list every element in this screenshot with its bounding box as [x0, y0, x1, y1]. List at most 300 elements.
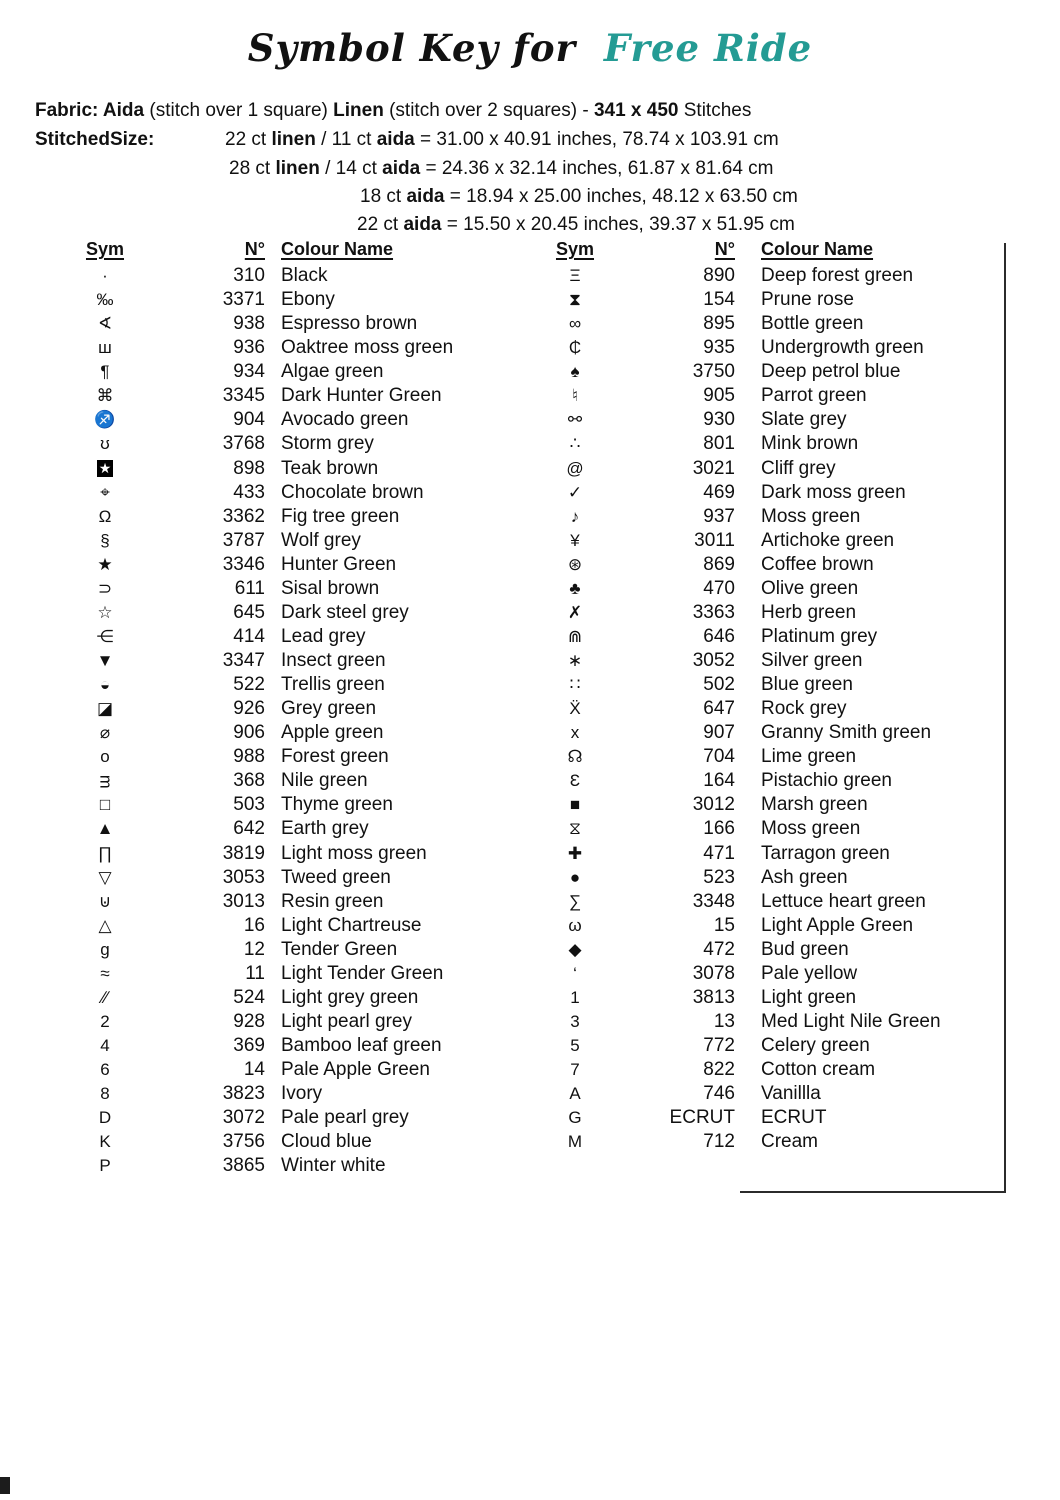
- text-segment: 341 x 450: [593, 100, 679, 121]
- bottom-border-line: [740, 1191, 1006, 1193]
- colour-name-cell: Lettuce heart green: [761, 890, 926, 912]
- colour-name-cell: Chocolate brown: [281, 481, 424, 503]
- colour-name-cell: Insect green: [281, 650, 386, 671]
- table-row: [530, 962, 990, 986]
- text-segment: (stitch over 1 square): [144, 100, 334, 121]
- symbol-cell: ∑: [568, 891, 582, 911]
- colour-name-cell: Granny Smith green: [761, 722, 932, 744]
- colour-name-cell: Artichoke green: [761, 529, 895, 551]
- symbol-cell: 4: [100, 1036, 110, 1055]
- number-cell: 930: [703, 409, 735, 431]
- symbol-cell: ☊: [567, 747, 583, 767]
- colour-name-cell: Light green: [761, 986, 857, 1008]
- size-line-3: [360, 186, 798, 208]
- inverse-symbol: ★: [98, 459, 112, 476]
- colour-name-cell: Light moss green: [281, 842, 427, 864]
- right-border-line: [1004, 243, 1006, 1193]
- symbol-cell: D: [98, 1108, 112, 1128]
- colour-name-cell: Cotton cream: [761, 1059, 876, 1081]
- fabric-line: [35, 100, 751, 122]
- symbol-cell: ✓: [567, 482, 583, 502]
- symbol-cell: ∷: [569, 675, 581, 695]
- symbol-cell: Ɛ: [569, 771, 581, 791]
- text-segment: aida: [376, 129, 415, 150]
- table-row: [60, 360, 510, 384]
- symbol-cell: ◒: [99, 675, 111, 695]
- table-row: [530, 408, 990, 432]
- title-pattern-name: Free Ride: [603, 26, 813, 70]
- number-cell: 3346: [222, 553, 265, 575]
- symbol-cell: ‰: [96, 290, 114, 310]
- symbol-cell: 5: [570, 1036, 580, 1055]
- symbol-cell: ∴: [569, 434, 581, 454]
- colour-name-cell: Silver green: [761, 650, 863, 671]
- header-number: N°: [714, 239, 735, 259]
- number-cell: 938: [233, 313, 265, 335]
- symbol-cell: △: [98, 915, 112, 935]
- colour-name-cell: Coffee brown: [761, 553, 874, 575]
- colour-name-cell: Bud green: [761, 938, 849, 960]
- table-row: [530, 529, 990, 553]
- table-row: [530, 817, 990, 841]
- colour-name-cell: Trellis green: [281, 674, 385, 696]
- symbol-cell: 6: [100, 1060, 110, 1080]
- table-row: [530, 842, 990, 866]
- number-cell: 895: [703, 313, 735, 335]
- colour-name-cell: Lead grey: [281, 625, 366, 647]
- text-segment: / 11 ct: [315, 129, 377, 150]
- colour-name-cell: Pale pearl grey: [281, 1107, 409, 1129]
- text-segment: = 24.36 x 32.14 inches, 61.87 x 81.64 cm: [420, 158, 774, 179]
- text-segment: linen: [275, 158, 320, 179]
- colour-name-cell: Mink brown: [761, 433, 859, 455]
- colour-name-cell: Winter white: [281, 1155, 386, 1177]
- colour-name-cell: Ivory: [281, 1083, 323, 1105]
- colour-name-cell: Algae green: [281, 361, 384, 383]
- number-cell: 3011: [694, 529, 735, 551]
- symbol-cell: Ẍ: [569, 699, 581, 719]
- colour-name-cell: Light Tender Green: [281, 962, 444, 984]
- number-cell: 3052: [692, 650, 735, 671]
- number-cell: 988: [233, 746, 265, 768]
- symbol-cell: x: [570, 723, 580, 743]
- text-segment: = 18.94 x 25.00 inches, 48.12 x 63.50 cm: [444, 186, 798, 207]
- symbol-cell: ₵: [568, 338, 582, 358]
- colour-name-cell: Platinum grey: [761, 625, 878, 647]
- number-cell: 3865: [222, 1155, 265, 1177]
- colour-name-cell: Prune rose: [761, 289, 854, 311]
- symbol-cell: ♣: [569, 578, 581, 598]
- symbol-cell: 3: [570, 1011, 580, 1031]
- symbol-cell: ●: [569, 867, 581, 887]
- table-row: [530, 697, 990, 721]
- table-row: [60, 697, 510, 721]
- text-segment: 22 ct: [357, 214, 404, 235]
- colour-name-cell: Cream: [761, 1131, 819, 1153]
- text-segment: Fabric:: [35, 100, 103, 121]
- symbol-cell: P: [99, 1156, 111, 1176]
- table-row: [530, 1082, 990, 1106]
- number-cell: 822: [703, 1059, 735, 1081]
- number-cell: 472: [703, 938, 735, 960]
- number-cell: 503: [233, 794, 265, 816]
- symbol-cell: A: [569, 1084, 581, 1104]
- table-row: [530, 986, 990, 1010]
- symbol-cell: ∏: [98, 843, 112, 863]
- symbol-cell: Ω: [98, 506, 112, 526]
- number-cell: 469: [703, 481, 735, 503]
- number-cell: 704: [703, 746, 735, 768]
- colour-name-cell: Avocado green: [281, 409, 409, 431]
- number-cell: 502: [703, 674, 735, 696]
- number-cell: 928: [233, 1010, 265, 1032]
- page-corner-mark: [0, 1477, 10, 1494]
- number-cell: 310: [233, 265, 265, 286]
- size-line-4: [357, 214, 795, 236]
- symbol-cell: 7: [570, 1060, 580, 1080]
- colour-name-cell: Fig tree green: [281, 505, 400, 527]
- number-cell: 12: [243, 938, 265, 960]
- colour-name-cell: Slate grey: [761, 409, 847, 431]
- symbol-cell: 8: [100, 1084, 110, 1104]
- number-cell: 746: [703, 1083, 735, 1105]
- colour-name-cell: Cliff grey: [761, 457, 836, 479]
- table-row: [530, 577, 990, 601]
- symbol-cell: ⧖: [569, 819, 581, 839]
- number-cell: 869: [703, 553, 735, 575]
- title-prefix: Symbol Key for: [247, 26, 577, 70]
- colour-name-cell: Marsh green: [761, 794, 868, 816]
- number-cell: 3013: [222, 890, 265, 912]
- table-row: [60, 721, 510, 745]
- number-cell: 15: [713, 914, 735, 936]
- colour-name-cell: Pistachio green: [761, 770, 892, 792]
- colour-name-cell: Tender Green: [281, 938, 398, 960]
- number-cell: 3750: [692, 361, 735, 383]
- table-row: [530, 336, 990, 360]
- colour-name-cell: Pale yellow: [761, 962, 858, 984]
- table-row: [60, 986, 510, 1010]
- colour-name-cell: Light pearl grey: [281, 1010, 412, 1032]
- symbol-cell: ⌘: [96, 386, 114, 406]
- number-cell: 937: [703, 505, 735, 527]
- symbol-cell: ·: [102, 266, 108, 285]
- number-cell: 368: [233, 770, 265, 792]
- key-table-right: [530, 238, 990, 1154]
- text-segment: Stitches: [678, 100, 752, 121]
- colour-name-cell: Light grey green: [281, 986, 419, 1008]
- number-cell: 936: [233, 337, 265, 359]
- symbol-cell: ∗: [567, 651, 583, 670]
- symbol-cell: ≈: [100, 963, 110, 983]
- number-cell: ECRUT: [669, 1107, 735, 1129]
- colour-name-cell: Dark moss green: [761, 481, 906, 503]
- number-cell: 3078: [692, 962, 735, 984]
- symbol-cell: ¥: [570, 530, 580, 550]
- number-cell: 522: [233, 674, 265, 696]
- symbol-cell: ☆: [97, 602, 113, 622]
- symbol-cell: ▼: [96, 651, 114, 670]
- table-row: [530, 1034, 990, 1058]
- colour-name-cell: Light Apple Green: [761, 914, 914, 936]
- symbol-cell: ω: [568, 915, 582, 935]
- table-row: [530, 673, 990, 697]
- table-row: [530, 769, 990, 793]
- text-segment: Aida: [102, 100, 145, 121]
- symbol-cell: ■: [569, 795, 581, 815]
- symbol-cell: ⧗: [569, 290, 581, 310]
- table-row: [60, 408, 510, 432]
- table-row: [60, 817, 510, 841]
- symbol-cell: ʊ: [100, 434, 110, 454]
- symbol-cell: ⚯: [567, 410, 583, 430]
- number-cell: 801: [703, 433, 735, 455]
- table-row: [60, 673, 510, 697]
- size-line-1: [225, 129, 779, 151]
- table-row: [60, 962, 510, 986]
- table-row: [60, 649, 510, 673]
- table-row: [60, 793, 510, 817]
- colour-name-cell: Espresso brown: [281, 313, 418, 335]
- symbol-cell: 1: [570, 987, 580, 1007]
- colour-name-cell: Light Chartreuse: [281, 914, 422, 936]
- number-cell: 934: [233, 361, 265, 383]
- text-segment: / 14 ct: [319, 158, 383, 179]
- number-cell: 904: [233, 409, 265, 431]
- text-segment: 28 ct: [229, 158, 276, 179]
- table-row: [530, 793, 990, 817]
- symbol-cell: ▽: [98, 867, 112, 887]
- table-row: [60, 553, 510, 577]
- text-segment: (stitch over 2 squares) -: [383, 100, 594, 121]
- colour-name-cell: Tweed green: [281, 866, 391, 888]
- number-cell: 3813: [692, 986, 735, 1008]
- text-segment: 22 ct: [225, 129, 272, 150]
- table-row: [530, 890, 990, 914]
- table-row: [530, 360, 990, 384]
- colour-name-cell: Sisal brown: [281, 577, 380, 599]
- table-header: [60, 238, 510, 264]
- number-cell: 926: [233, 698, 265, 720]
- symbol-cell: ♠: [570, 362, 580, 382]
- number-cell: 890: [703, 265, 735, 286]
- stitched-size-label: StitchedSize:: [35, 129, 155, 150]
- symbol-cell: M: [567, 1132, 583, 1152]
- colour-name-cell: Moss green: [761, 818, 861, 840]
- colour-name-cell: Ash green: [761, 866, 848, 888]
- symbol-cell: ш: [98, 338, 112, 358]
- number-cell: 524: [233, 986, 265, 1008]
- number-cell: 3053: [222, 866, 265, 888]
- table-row: [60, 288, 510, 312]
- text-segment: aida: [406, 186, 445, 207]
- symbol-cell: ★: [97, 554, 113, 574]
- number-cell: 772: [703, 1035, 735, 1056]
- colour-name-cell: Grey green: [281, 698, 377, 720]
- colour-name-cell: Vanillla: [761, 1083, 821, 1105]
- number-cell: 523: [703, 866, 735, 888]
- header-sym: Sym: [85, 239, 125, 259]
- table-row: [530, 264, 990, 288]
- table-row: [530, 505, 990, 529]
- number-cell: 3787: [222, 529, 265, 551]
- table-row: [60, 432, 510, 456]
- number-cell: 3823: [222, 1083, 265, 1105]
- table-row: [60, 336, 510, 360]
- header-sym: Sym: [555, 239, 595, 259]
- table-row: [60, 1082, 510, 1106]
- colour-name-cell: Black: [281, 265, 328, 286]
- table-row: [530, 1106, 990, 1130]
- colour-name-cell: Resin green: [281, 890, 384, 912]
- colour-name-cell: Teak brown: [281, 457, 379, 479]
- symbol-cell: Ξ: [569, 266, 581, 285]
- colour-name-cell: Med Light Nile Green: [761, 1010, 941, 1032]
- table-body-right: [530, 264, 990, 1154]
- table-row: [60, 1130, 510, 1154]
- symbol-cell: ✚: [567, 843, 583, 863]
- number-cell: 3768: [222, 433, 265, 455]
- symbol-cell: ∞: [568, 314, 582, 334]
- colour-name-cell: Bottle green: [761, 313, 864, 335]
- number-cell: 647: [703, 698, 735, 720]
- symbol-cell: ♮: [571, 386, 579, 406]
- number-cell: 13: [713, 1010, 735, 1032]
- table-row: [60, 384, 510, 408]
- table-row: [530, 866, 990, 890]
- symbol-cell: ⊃: [97, 578, 113, 598]
- colour-name-cell: Parrot green: [761, 385, 867, 407]
- symbol-cell: ∕∕: [102, 987, 108, 1007]
- symbol-cell: §: [100, 530, 110, 550]
- colour-name-cell: Earth grey: [281, 818, 369, 840]
- colour-name-cell: Dark steel grey: [281, 601, 409, 623]
- symbol-cell: 2: [100, 1011, 110, 1031]
- colour-name-cell: Ebony: [281, 289, 335, 311]
- table-row: [60, 842, 510, 866]
- header-colour-name: Colour Name: [281, 239, 394, 259]
- table-body-left: [60, 264, 510, 1178]
- colour-name-cell: Thyme green: [281, 794, 393, 816]
- number-cell: 164: [703, 770, 735, 792]
- colour-name-cell: Nile green: [281, 770, 368, 792]
- table-row: [60, 529, 510, 553]
- symbol-cell: ⊍: [98, 891, 112, 911]
- text-segment: 18 ct: [360, 186, 407, 207]
- table-row: [530, 1058, 990, 1082]
- symbol-cell: ◪: [96, 699, 114, 719]
- symbol-cell: ⊛: [567, 554, 583, 574]
- text-segment: = 31.00 x 40.91 inches, 78.74 x 103.91 cm: [414, 129, 779, 150]
- number-cell: 11: [245, 962, 265, 984]
- colour-name-cell: Oaktree moss green: [281, 337, 454, 359]
- symbol-cell: ∢: [97, 314, 113, 334]
- table-row: [530, 938, 990, 962]
- table-row: [530, 288, 990, 312]
- table-row: [60, 938, 510, 962]
- number-cell: 369: [233, 1035, 265, 1056]
- number-cell: 898: [233, 457, 265, 479]
- number-cell: 3348: [692, 890, 735, 912]
- table-row: [60, 890, 510, 914]
- table-row: [60, 1034, 510, 1058]
- number-cell: 645: [233, 601, 265, 623]
- number-cell: 907: [703, 722, 735, 744]
- table-row: [530, 649, 990, 673]
- number-cell: 3347: [222, 650, 265, 671]
- colour-name-cell: Deep forest green: [761, 265, 914, 286]
- table-row: [60, 745, 510, 769]
- colour-name-cell: Forest green: [281, 746, 389, 768]
- symbol-cell: ⌀: [99, 723, 111, 743]
- symbol-cell: ♐: [94, 410, 116, 430]
- number-cell: 3363: [692, 601, 735, 623]
- colour-name-cell: Undergrowth green: [761, 337, 924, 359]
- table-row: [530, 914, 990, 938]
- symbol-cell: ♪: [570, 506, 580, 526]
- colour-name-cell: ECRUT: [761, 1107, 827, 1129]
- colour-name-cell: Rock grey: [761, 698, 847, 720]
- number-cell: 471: [703, 842, 735, 864]
- table-row: [60, 1106, 510, 1130]
- number-cell: 3371: [222, 289, 265, 311]
- symbol-cell: K: [99, 1132, 111, 1152]
- table-row: [60, 1154, 510, 1178]
- colour-name-cell: Pale Apple Green: [281, 1059, 430, 1081]
- number-cell: 3362: [222, 505, 265, 527]
- text-segment: aida: [403, 214, 442, 235]
- colour-name-cell: Herb green: [761, 601, 857, 623]
- symbol-cell: ‘: [573, 963, 577, 983]
- number-cell: 433: [233, 481, 265, 503]
- number-cell: 906: [233, 722, 265, 744]
- number-cell: 642: [233, 818, 265, 840]
- number-cell: 3021: [692, 457, 735, 479]
- key-table-left: [60, 238, 510, 1178]
- table-row: [60, 866, 510, 890]
- number-cell: 3756: [222, 1131, 265, 1153]
- table-row: [60, 264, 510, 288]
- symbol-cell: ¶: [100, 362, 110, 382]
- colour-name-cell: Blue green: [761, 674, 853, 696]
- text-segment: Linen: [333, 100, 384, 121]
- table-row: [530, 553, 990, 577]
- number-cell: 935: [703, 337, 735, 359]
- table-row: [530, 312, 990, 336]
- number-cell: 3012: [692, 794, 735, 816]
- table-row: [60, 577, 510, 601]
- colour-name-cell: Deep petrol blue: [761, 361, 901, 383]
- number-cell: 16: [243, 914, 265, 936]
- colour-name-cell: Tarragon green: [761, 842, 890, 864]
- colour-name-cell: Lime green: [761, 746, 857, 768]
- table-row: [530, 1010, 990, 1034]
- table-row: [530, 432, 990, 456]
- table-row: [530, 721, 990, 745]
- colour-name-cell: Wolf grey: [281, 529, 361, 551]
- table-header: [530, 238, 990, 264]
- symbol-cell: ⋒: [567, 626, 583, 646]
- colour-name-cell: Apple green: [281, 722, 384, 744]
- number-cell: 470: [703, 577, 735, 599]
- colour-name-cell: Olive green: [761, 577, 859, 599]
- text-segment: aida: [382, 158, 421, 179]
- header-colour-name: Colour Name: [761, 239, 874, 259]
- table-row: [60, 625, 510, 649]
- number-cell: 611: [234, 577, 265, 599]
- table-row: [60, 769, 510, 793]
- number-cell: 3345: [222, 385, 265, 407]
